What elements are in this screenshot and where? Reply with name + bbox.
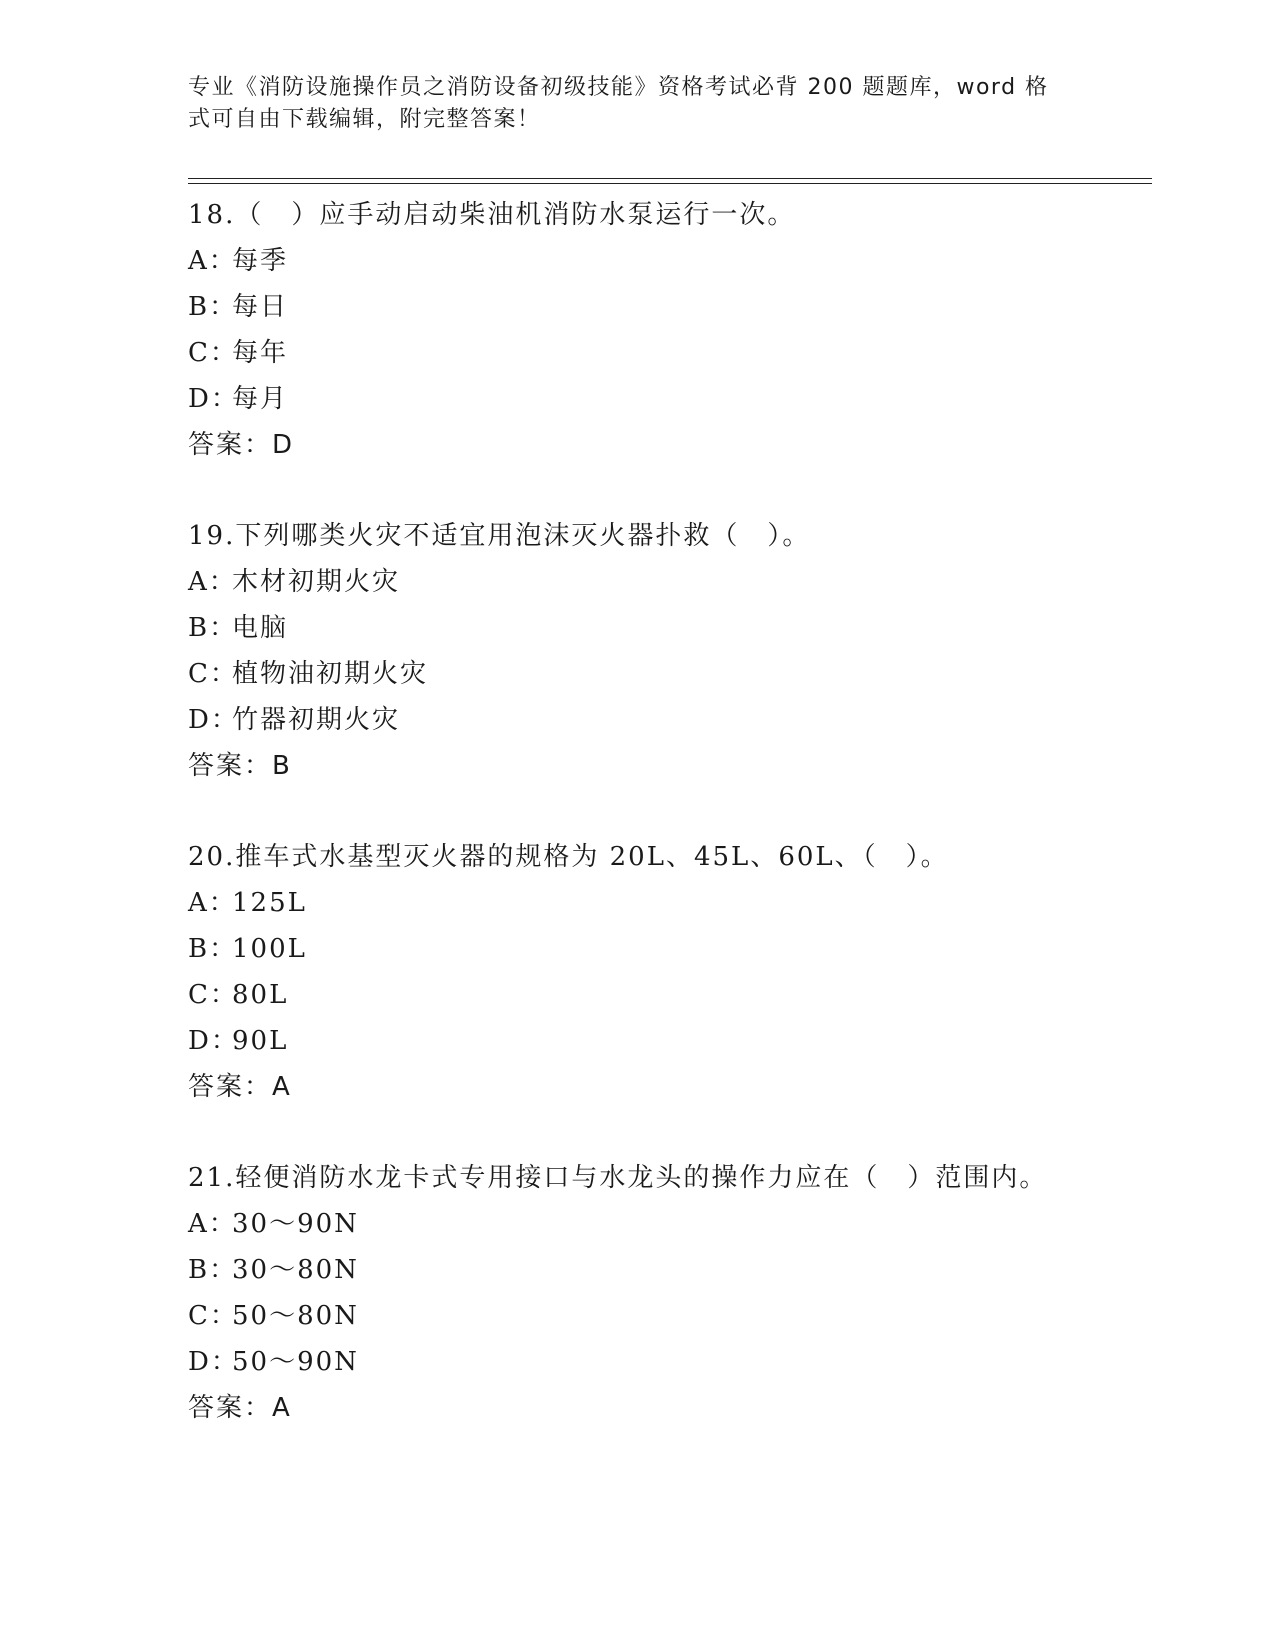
question-text: 21.轻便消防水龙卡式专用接口与水龙头的操作力应在（ ）范围内。 xyxy=(188,1163,1048,1193)
option-d xyxy=(188,376,1148,422)
option-text: 每季 xyxy=(232,246,289,276)
option-text: 木材初期火灾 xyxy=(232,567,401,597)
header-line-1: 专业《消防设施操作员之消防设备初级技能》资格考试必背 200 题题库，word 格 xyxy=(188,75,1049,100)
answer-line: 答案：A xyxy=(188,1393,292,1423)
option-a xyxy=(188,880,1148,926)
question-21 xyxy=(188,1155,1148,1431)
option-letter: B： xyxy=(188,292,238,322)
option-letter: D： xyxy=(188,1347,239,1377)
option-letter: B： xyxy=(188,934,238,964)
answer-line: 答案：A xyxy=(188,1072,292,1102)
option-c xyxy=(188,330,1148,376)
option-text: 50～90N xyxy=(232,1347,359,1377)
option-text: 50～80N xyxy=(232,1301,359,1331)
option-b xyxy=(188,605,1148,651)
option-a xyxy=(188,238,1148,284)
option-letter: D： xyxy=(188,1026,239,1056)
option-letter: D： xyxy=(188,705,239,735)
header-line-2: 式可自由下载编辑，附完整答案！ xyxy=(188,107,541,132)
option-text: 90L xyxy=(232,1026,289,1056)
option-text: 电脑 xyxy=(232,613,289,643)
option-text: 每年 xyxy=(232,338,289,368)
option-letter: D： xyxy=(188,384,239,414)
question-list xyxy=(188,192,1148,1476)
option-b xyxy=(188,284,1148,330)
option-text: 竹器初期火灾 xyxy=(232,705,401,735)
answer-line: 答案：B xyxy=(188,751,292,781)
option-text: 每月 xyxy=(232,384,289,414)
option-text: 30～90N xyxy=(232,1209,359,1239)
option-letter: B： xyxy=(188,1255,238,1285)
option-letter: C： xyxy=(188,980,238,1010)
option-text: 125L xyxy=(232,888,307,918)
question-text: 19.下列哪类火灾不适宜用泡沫灭火器扑救（ ）。 xyxy=(188,521,811,551)
option-letter: A： xyxy=(188,567,237,597)
option-text: 每日 xyxy=(232,292,289,322)
header-divider-top xyxy=(188,178,1152,179)
option-text: 80L xyxy=(232,980,289,1010)
option-d xyxy=(188,1339,1148,1385)
option-c xyxy=(188,651,1148,697)
question-text: 18.（ ）应手动启动柴油机消防水泵运行一次。 xyxy=(188,200,796,230)
option-letter: C： xyxy=(188,338,238,368)
option-d xyxy=(188,1018,1148,1064)
option-letter: A： xyxy=(188,246,237,276)
answer-line: 答案：D xyxy=(188,430,295,460)
option-text: 30～80N xyxy=(232,1255,359,1285)
option-letter: A： xyxy=(188,888,237,918)
option-c xyxy=(188,1293,1148,1339)
question-20 xyxy=(188,834,1148,1110)
option-letter: C： xyxy=(188,659,238,689)
document-header xyxy=(188,72,1088,136)
option-b xyxy=(188,1247,1148,1293)
question-19 xyxy=(188,513,1148,789)
option-d xyxy=(188,697,1148,743)
question-18 xyxy=(188,192,1148,468)
option-letter: A： xyxy=(188,1209,237,1239)
option-c xyxy=(188,972,1148,1018)
question-text: 20.推车式水基型灭火器的规格为 20L、45L、60L、（ ）。 xyxy=(188,842,949,872)
header-divider-bottom xyxy=(188,183,1152,184)
option-letter: B： xyxy=(188,613,238,643)
option-a xyxy=(188,559,1148,605)
option-b xyxy=(188,926,1148,972)
option-a xyxy=(188,1201,1148,1247)
option-text: 植物油初期火灾 xyxy=(232,659,429,689)
option-letter: C： xyxy=(188,1301,238,1331)
option-text: 100L xyxy=(232,934,307,964)
